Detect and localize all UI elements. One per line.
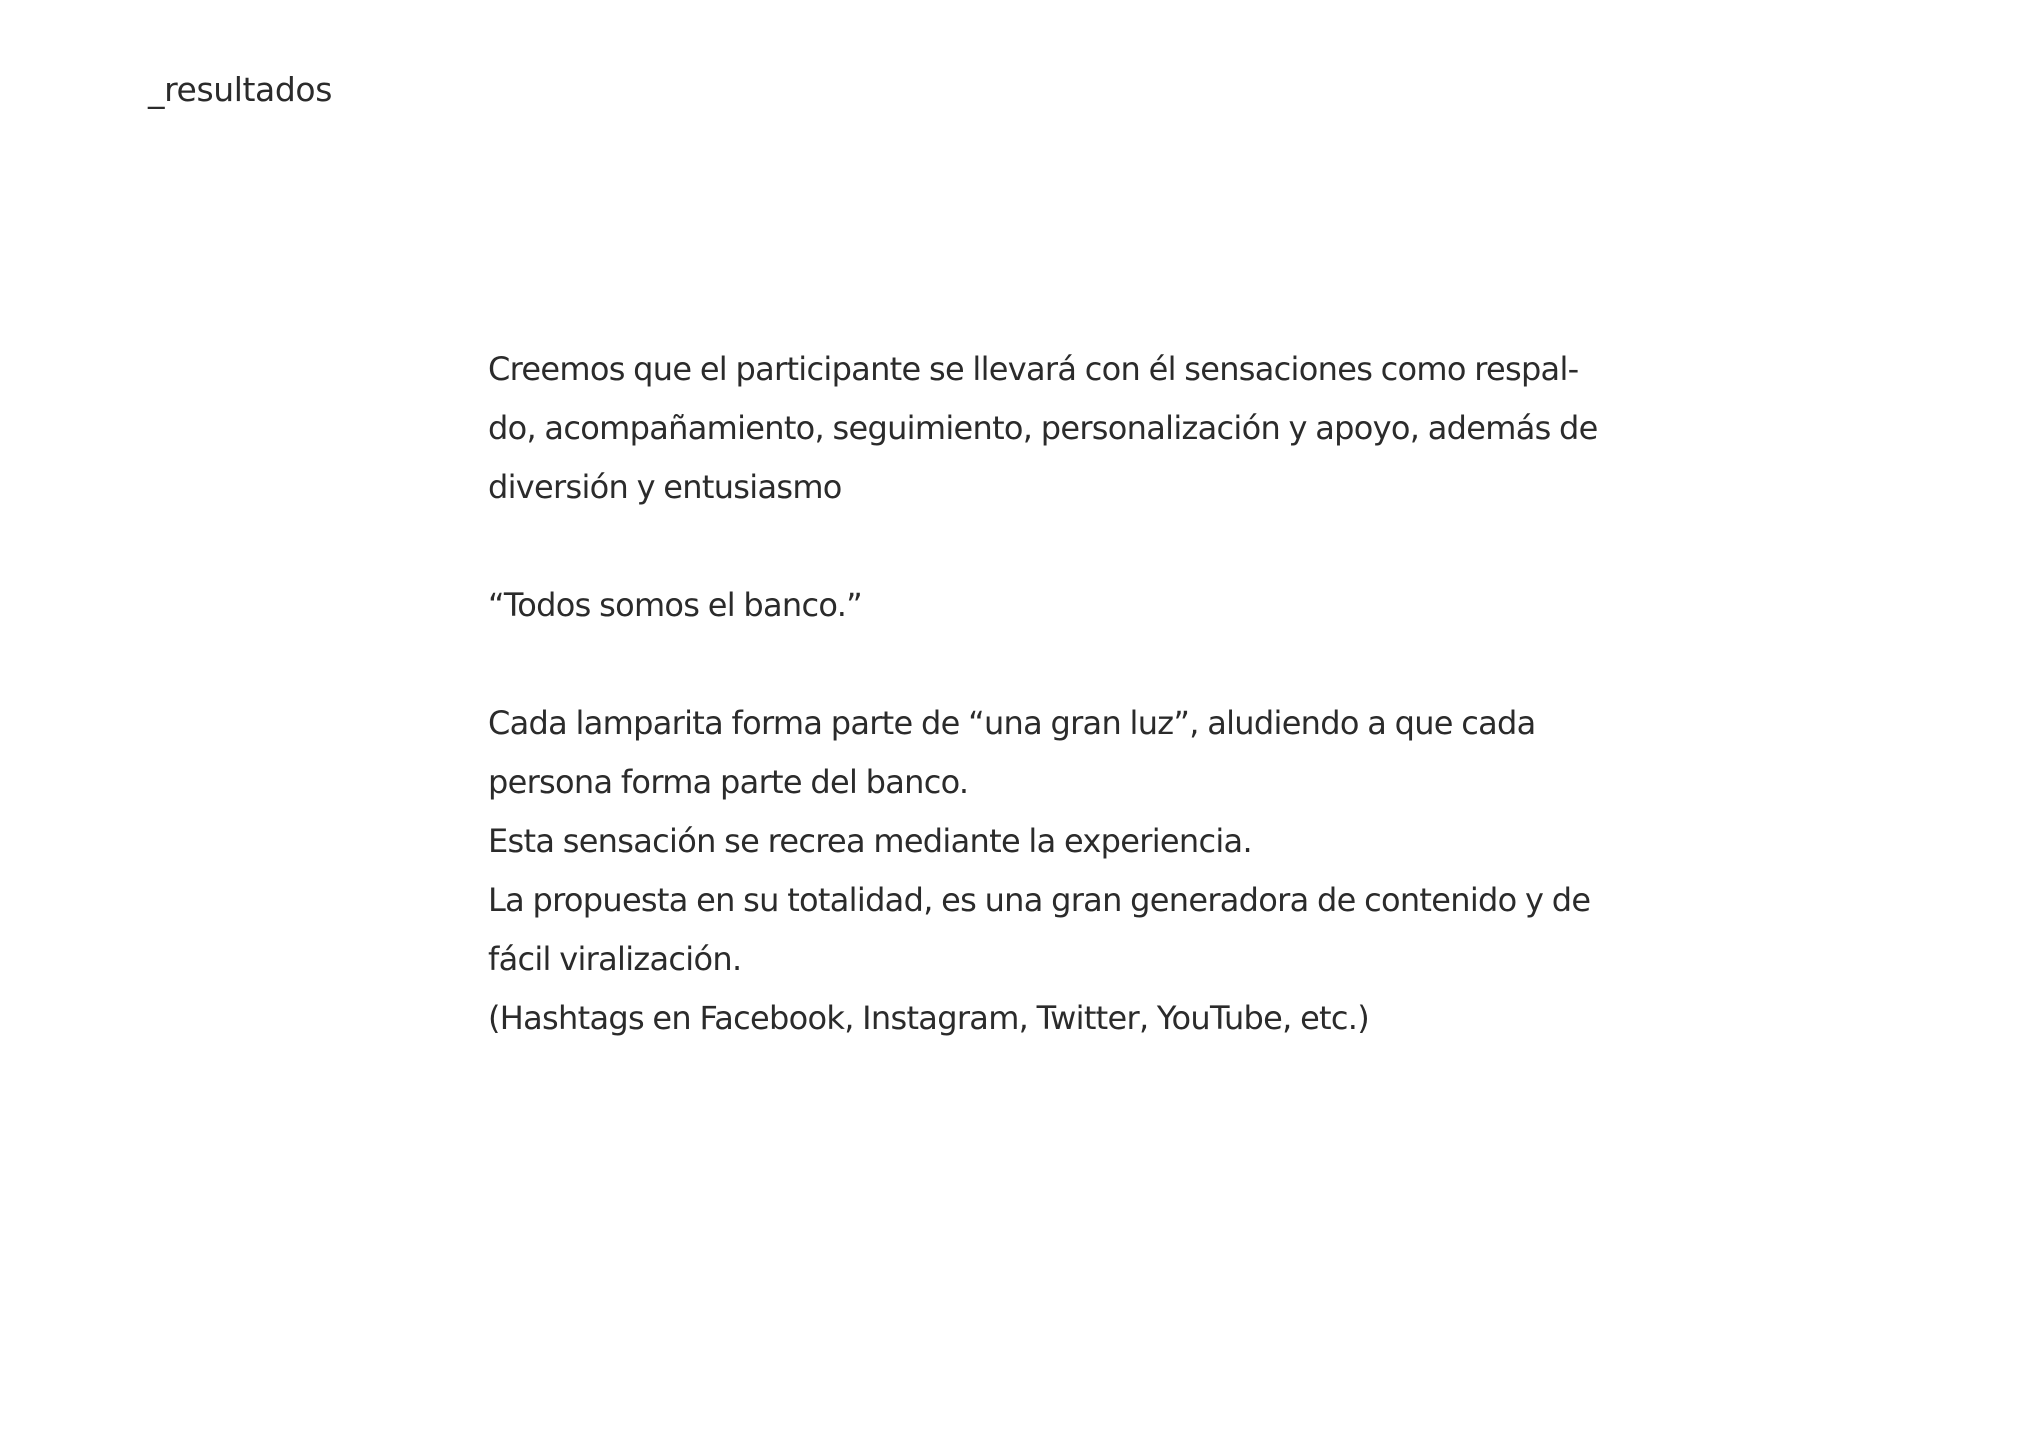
results-text — [488, 340, 1618, 1048]
paragraph-spacer — [488, 517, 1618, 576]
quote-line: “Todos somos el banco.” — [488, 586, 863, 624]
text-line: Cada lamparita forma parte de “una gran luz”, aludiendo a que cada — [488, 704, 1536, 742]
text-line: diversión y entusiasmo — [488, 468, 842, 506]
text-line: La propuesta en su totalidad, es una gran generadora de contenido y de — [488, 881, 1591, 919]
text-line: fácil viralización. — [488, 940, 742, 978]
paragraph-spacer — [488, 635, 1618, 694]
text-line: Esta sensación se recrea mediante la experiencia. — [488, 822, 1252, 860]
text-line: persona forma parte del banco. — [488, 763, 969, 801]
intro-paragraph — [488, 340, 1618, 517]
quote-paragraph — [488, 576, 1618, 635]
body-paragraph — [488, 694, 1618, 1048]
text-line: do, acompañamiento, seguimiento, personalización y apoyo, además de — [488, 409, 1598, 447]
section-label: _resultados — [148, 70, 333, 109]
text-line: (Hashtags en Facebook, Instagram, Twitter, YouTube, etc.) — [488, 999, 1370, 1037]
text-line: Creemos que el participante se llevará con él sensaciones como respal- — [488, 350, 1579, 388]
